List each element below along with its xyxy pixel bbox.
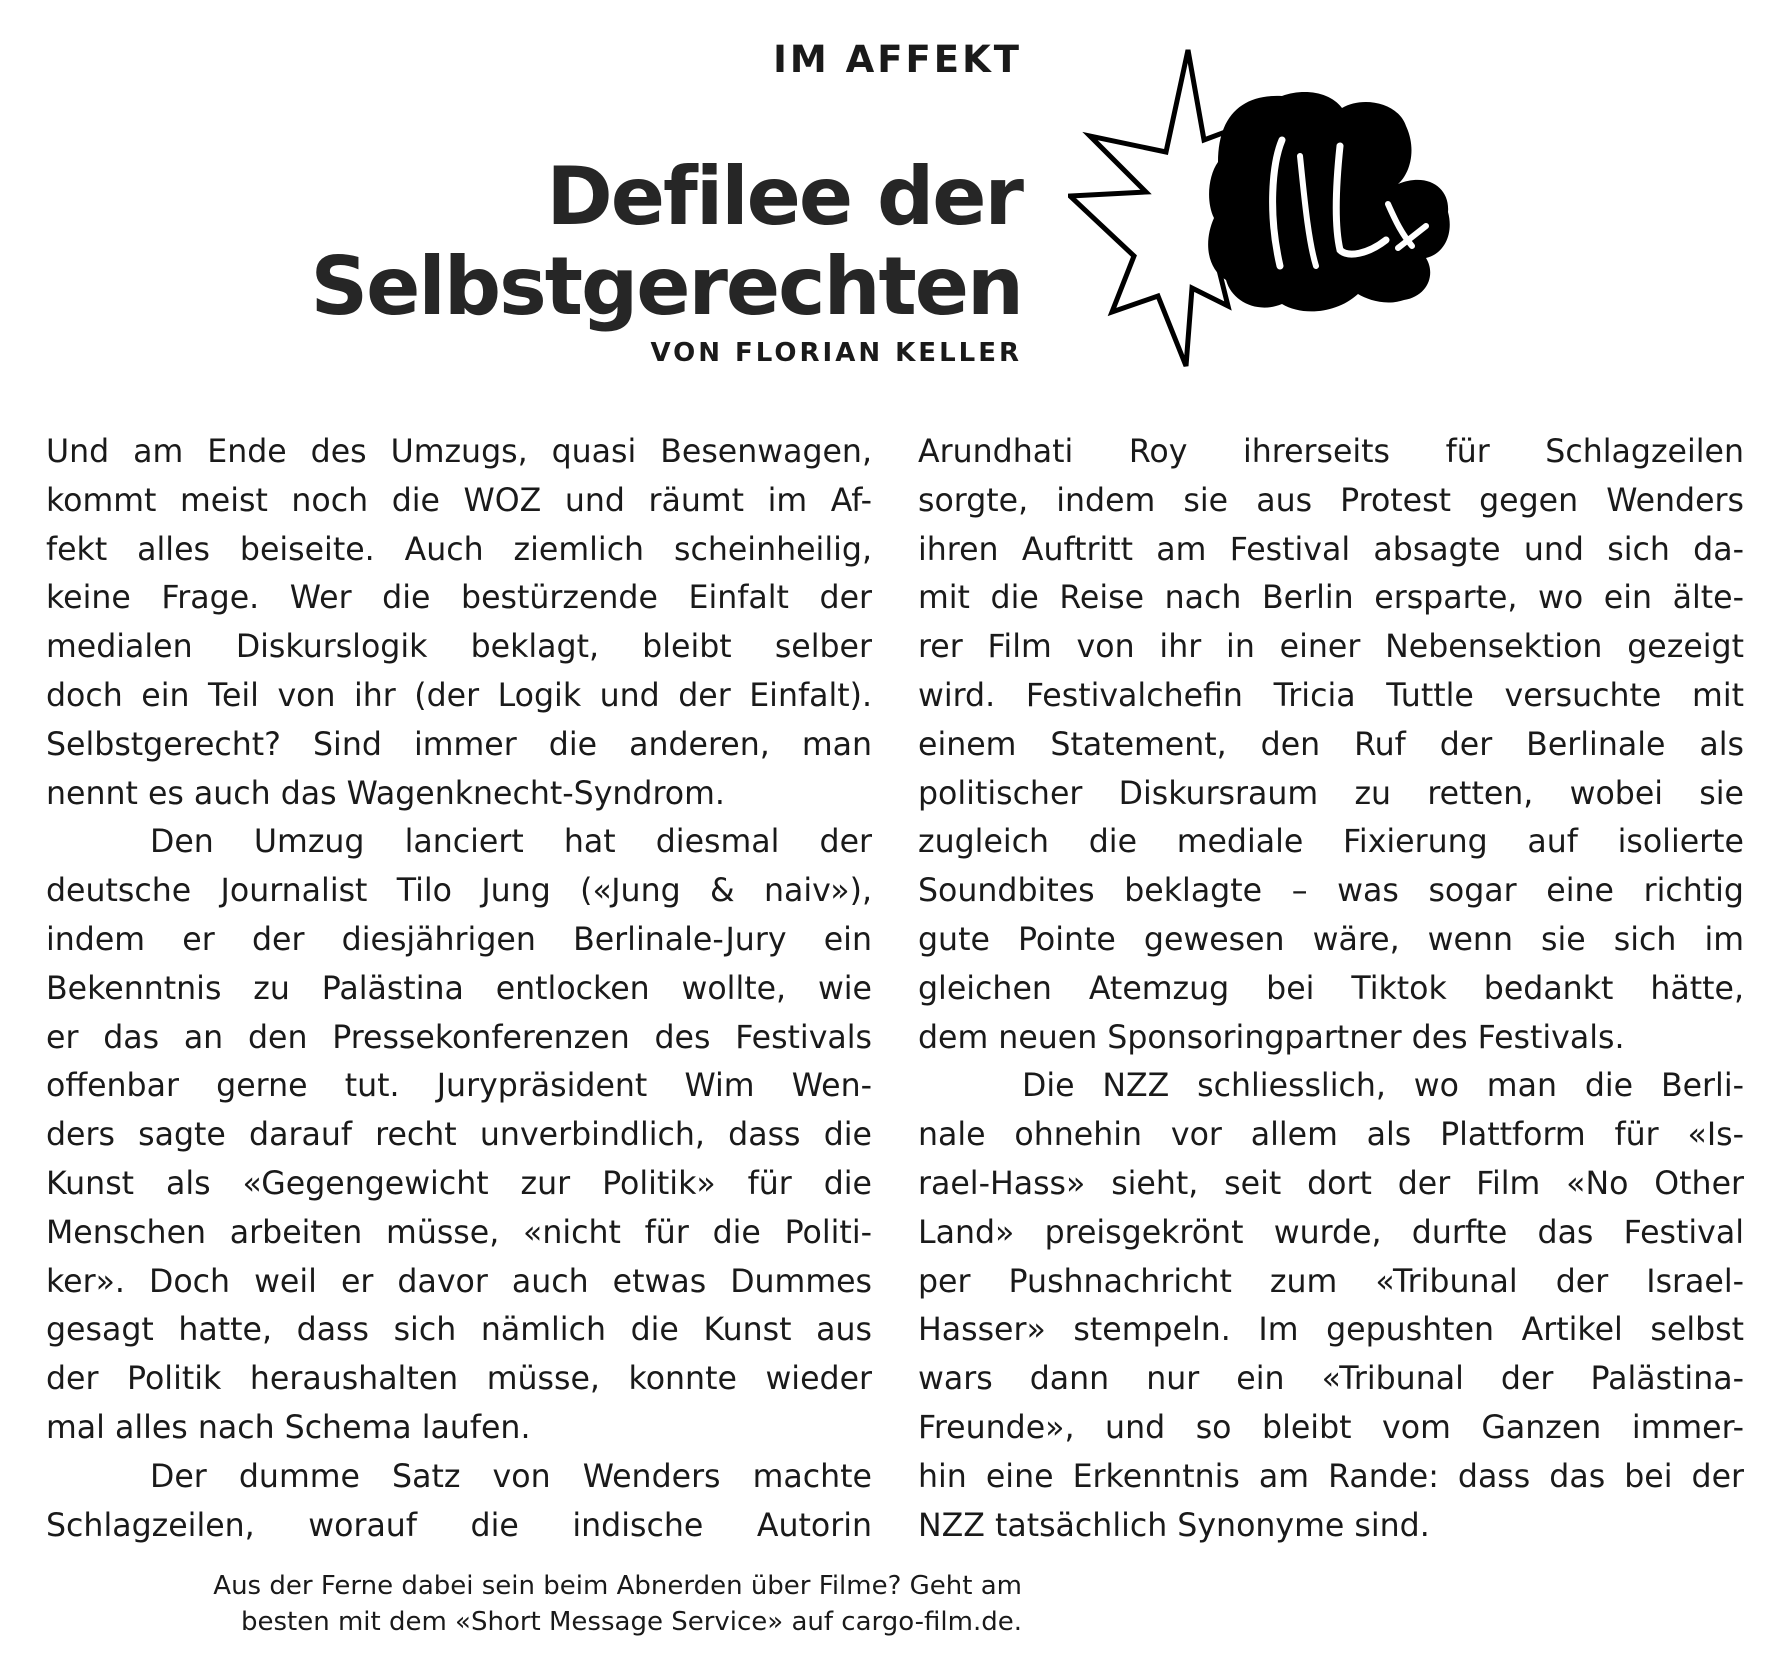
article-line: wird. Festivalchefin Tricia Tuttle versuchte mit bbox=[918, 677, 1744, 714]
article-line: Die NZZ schliesslich, wo man die Berli- bbox=[1022, 1068, 1744, 1105]
article-line: Kunst als «Gegengewicht zur Politik» für die bbox=[46, 1165, 872, 1202]
headline-line-2: Selbstgerechten bbox=[310, 240, 1022, 333]
article-line: Freunde», und so bleibt vom Ganzen immer- bbox=[918, 1409, 1744, 1446]
punching-fist-icon bbox=[1068, 44, 1488, 372]
article-column-right bbox=[918, 428, 1744, 1550]
article-line: indem er der diesjährigen Berlinale-Jury ein bbox=[46, 921, 872, 958]
article-line: gute Pointe gewesen wäre, wenn sie sich im bbox=[918, 921, 1744, 958]
article-line: Schlagzeilen, worauf die indische Autorin bbox=[46, 1507, 872, 1544]
article-line: Arundhati Roy ihrerseits für Schlagzeilen bbox=[918, 434, 1744, 470]
article-line: wars dann nur ein «Tribunal der Palästina- bbox=[918, 1361, 1744, 1398]
article-line: politischer Diskursraum zu retten, wobei sie bbox=[918, 775, 1744, 812]
article-line: gesagt hatte, dass sich nämlich die Kunst aus bbox=[46, 1312, 872, 1349]
article-column-left bbox=[46, 428, 872, 1550]
article-line: er das an den Pressekonferenzen des Festivals bbox=[46, 1019, 872, 1056]
article-line: dem neuen Sponsoringpartner des Festivals. bbox=[918, 1019, 1625, 1056]
article-line: Den Umzug lanciert hat diesmal der bbox=[150, 824, 872, 861]
headline-line-1: Defilee der bbox=[546, 150, 1022, 243]
article-line: Soundbites beklagte – was sogar eine richtig bbox=[918, 873, 1744, 910]
footnote-line-1: Aus der Ferne dabei sein beim Abnerden über Filme? Geht am bbox=[213, 1571, 1022, 1601]
article-line: der Politik heraushalten müsse, konnte wieder bbox=[46, 1361, 872, 1398]
byline: VON FLORIAN KELLER bbox=[650, 338, 1022, 368]
article-line: Der dumme Satz von Wenders machte bbox=[150, 1458, 872, 1495]
article-line: sorgte, indem sie aus Protest gegen Wenders bbox=[918, 482, 1744, 519]
article-line: offenbar gerne tut. Jurypräsident Wim Wen- bbox=[46, 1068, 872, 1105]
article-line: ders sagte darauf recht unverbindlich, dass die bbox=[46, 1117, 872, 1154]
article-line: zugleich die mediale Fixierung auf isolierte bbox=[918, 824, 1744, 861]
article-line: ihren Auftritt am Festival absagte und sich da- bbox=[918, 531, 1744, 568]
article-line: Selbstgerecht? Sind immer die anderen, man bbox=[46, 726, 872, 763]
article-line: nennt es auch das Wagenknecht-Syndrom. bbox=[46, 775, 725, 812]
article-line: Menschen arbeiten müsse, «nicht für die Politi- bbox=[46, 1214, 872, 1251]
article-line: medialen Diskurslogik beklagt, bleibt selber bbox=[46, 629, 872, 666]
fist-shape bbox=[1208, 92, 1450, 311]
article-line: Bekenntnis zu Palästina entlocken wollte, wie bbox=[46, 970, 872, 1007]
article-line: Hasser» stempeln. Im gepushten Artikel selbst bbox=[918, 1312, 1744, 1349]
article-line: mit die Reise nach Berlin ersparte, wo ein älte- bbox=[918, 580, 1744, 617]
article-line: rael-Hass» sieht, seit dort der Film «No Other bbox=[918, 1165, 1744, 1202]
headline bbox=[311, 152, 1022, 332]
footnote bbox=[213, 1568, 1022, 1640]
article-line: NZZ tatsächlich Synonyme sind. bbox=[918, 1507, 1430, 1544]
article-line: kommt meist noch die WOZ und räumt im Af- bbox=[46, 482, 872, 519]
article-line: keine Frage. Wer die bestürzende Einfalt der bbox=[46, 580, 872, 617]
article-line: Und am Ende des Umzugs, quasi Besenwagen, bbox=[46, 434, 872, 470]
article-line: hin eine Erkenntnis am Rande: dass das bei der bbox=[918, 1458, 1744, 1495]
article-line: ker». Doch weil er davor auch etwas Dummes bbox=[46, 1263, 872, 1300]
article-line: Land» preisgekrönt wurde, durfte das Festival bbox=[918, 1214, 1744, 1251]
article-line: deutsche Journalist Tilo Jung («Jung & naiv»), bbox=[46, 873, 872, 910]
article-line: nale ohnehin vor allem als Plattform für «Is- bbox=[918, 1117, 1744, 1154]
article-line: mal alles nach Schema laufen. bbox=[46, 1409, 531, 1446]
article-line: per Pushnachricht zum «Tribunal der Israel- bbox=[918, 1263, 1744, 1300]
article-line: einem Statement, den Ruf der Berlinale als bbox=[918, 726, 1744, 763]
article-line: fekt alles beiseite. Auch ziemlich scheinheilig, bbox=[46, 531, 872, 568]
article-line: gleichen Atemzug bei Tiktok bedankt hätte, bbox=[918, 970, 1744, 1007]
footnote-line-2: besten mit dem «Short Message Service» auf cargo-film.de. bbox=[240, 1607, 1022, 1637]
article-line: doch ein Teil von ihr (der Logik und der Einfalt). bbox=[46, 677, 872, 714]
column-kicker: IM AFFEKT bbox=[773, 38, 1022, 81]
article-line: rer Film von ihr in einer Nebensektion gezeigt bbox=[918, 629, 1744, 666]
